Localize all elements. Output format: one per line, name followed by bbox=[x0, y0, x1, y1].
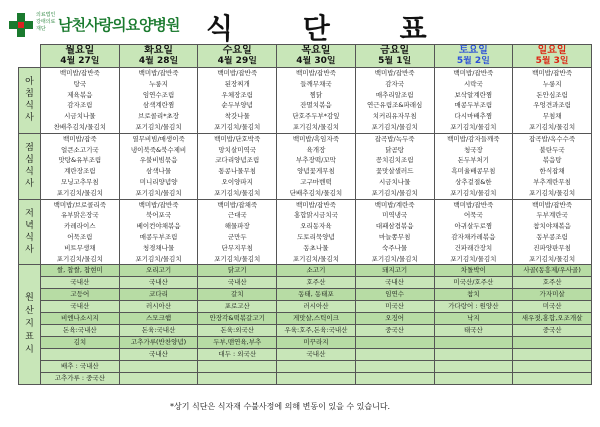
origin-cell: 국내산 bbox=[198, 277, 277, 289]
menu-item: 아귀살두로찜 bbox=[454, 222, 493, 231]
menu-item: 청국장 bbox=[463, 145, 483, 154]
medical-cross-icon bbox=[8, 13, 34, 37]
menu-item: 냉이북죽&북수제비 bbox=[130, 145, 187, 154]
menu-item: 한식잡채 bbox=[539, 167, 565, 176]
origin-cell bbox=[198, 373, 277, 385]
origin-row bbox=[19, 277, 592, 289]
menu-item: 임연수조림 bbox=[142, 90, 175, 99]
menu-item: 홍합맑시금치국 bbox=[293, 211, 338, 220]
meal-row bbox=[19, 133, 592, 199]
origin-cell: 낙지 bbox=[434, 313, 513, 325]
menu-item: 돈두부처기 bbox=[457, 156, 490, 165]
origin-cell bbox=[434, 361, 513, 373]
origin-row bbox=[19, 361, 592, 373]
menu-item: 백미밥/잡반죽 bbox=[59, 69, 100, 77]
meal-cell bbox=[513, 68, 592, 134]
hospital-name: 남천사랑의요양병원 bbox=[58, 16, 180, 34]
origin-cell: 러시아산 bbox=[277, 301, 356, 313]
origin-row bbox=[19, 325, 592, 337]
day-header-row bbox=[19, 45, 592, 57]
meal-cell bbox=[119, 199, 198, 265]
menu-item: 잔멸치볶음 bbox=[300, 101, 332, 110]
origin-cell: 임연수 bbox=[355, 289, 434, 301]
date-header: 5월 1일 bbox=[355, 56, 434, 68]
menu-item: 순두부양념 bbox=[221, 101, 253, 110]
date-header: 4월 29일 bbox=[198, 56, 277, 68]
menu-item: 백미밥/잡반죽 bbox=[453, 69, 494, 77]
menu-item: 착갓나물 bbox=[224, 112, 250, 121]
meal-cell bbox=[277, 199, 356, 265]
menu-item: 들깨무채국 bbox=[300, 79, 332, 88]
day-header-saturday: 토요일 bbox=[434, 45, 513, 57]
logo-subtitle: 의료법인 강태의료재단 bbox=[36, 12, 56, 32]
menu-item: 부추계란무침 bbox=[533, 177, 571, 186]
origin-cell: 돼지고기 bbox=[355, 265, 434, 277]
menu-item: 돈안심조림 bbox=[536, 90, 568, 99]
menu-item: 불탄두국 bbox=[539, 145, 565, 154]
origin-cell: 갈치 bbox=[198, 289, 277, 301]
day-header: 월요일 bbox=[41, 45, 120, 57]
menu-item: 미역냉국 bbox=[382, 211, 408, 220]
menu-item: 감자채카레볶음 bbox=[451, 232, 496, 241]
origin-cell: 참치 bbox=[434, 289, 513, 301]
origin-cell: 두부,맨연육,부추 bbox=[198, 337, 277, 349]
menu-item: 매추리알조림 bbox=[375, 90, 414, 99]
origin-cell bbox=[434, 349, 513, 361]
menu-item: 보삭알계란찜 bbox=[454, 90, 493, 99]
origin-cell: 고추가루(반찬양념) bbox=[119, 337, 198, 349]
menu-item: 동초나물 bbox=[303, 243, 329, 252]
date-header: 4월 30일 bbox=[277, 56, 356, 68]
menu-item: 육개장 bbox=[306, 145, 326, 154]
meal-cell bbox=[277, 68, 356, 134]
origin-cell bbox=[198, 361, 277, 373]
origin-cell: 사골(동흥제/우사골) bbox=[513, 265, 592, 277]
menu-item: 포기김치/물김치 bbox=[529, 188, 576, 197]
origin-cell: 배추 : 국내산 bbox=[41, 361, 120, 373]
meal-cell bbox=[355, 199, 434, 265]
meal-cell bbox=[119, 133, 198, 199]
menu-item: 군만두 bbox=[227, 232, 247, 241]
meal-cell bbox=[434, 199, 513, 265]
origin-cell: 안장각&떡볶갈고기 bbox=[198, 313, 277, 325]
meal-row bbox=[19, 68, 592, 134]
origin-cell: 국내산 bbox=[119, 277, 198, 289]
menu-item: 북어포국 bbox=[145, 211, 172, 220]
menu-item: 맛탕&유부조림 bbox=[58, 156, 102, 165]
date-header: 4월 28일 bbox=[119, 56, 198, 68]
menu-item: 꽁치김치조림 bbox=[375, 156, 414, 165]
menu-item: 유부맑은장국 bbox=[61, 211, 99, 220]
menu-item: 브로콜리*초장 bbox=[138, 112, 180, 121]
menu-item: 시락국 bbox=[463, 79, 483, 88]
menu-item: 된장찌개 bbox=[224, 79, 250, 88]
origin-cell bbox=[513, 361, 592, 373]
menu-item: 누룽지 bbox=[149, 79, 168, 88]
menu-item: 오리동자육 bbox=[300, 222, 332, 231]
menu-item: 매콩두부조림 bbox=[139, 232, 178, 241]
menu-item: 볶음탕 bbox=[542, 156, 562, 165]
menu-item: 참치야채볶음 bbox=[533, 222, 571, 231]
meal-cell bbox=[41, 68, 120, 134]
meal-cell bbox=[355, 133, 434, 199]
origin-cell bbox=[513, 349, 592, 361]
origin-cell: 국내산 bbox=[277, 349, 356, 361]
meal-cell bbox=[434, 133, 513, 199]
header bbox=[6, 4, 594, 44]
origin-cell bbox=[355, 373, 434, 385]
origin-cell: 미국산 bbox=[513, 301, 592, 313]
menu-item: 대패삼겹볶음 bbox=[375, 222, 414, 231]
menu-item: 포기김치/물김치 bbox=[214, 254, 261, 263]
origin-cell bbox=[513, 373, 592, 385]
origin-cell: 고추가루 : 중국산 bbox=[41, 373, 120, 385]
menu-item: 단무지무침 bbox=[221, 243, 253, 252]
menu-item: 백미밥/잡죽 bbox=[63, 134, 97, 143]
menu-item: 흑미율배콩무침 bbox=[451, 167, 496, 176]
menu-item: 우체장조림 bbox=[221, 90, 253, 99]
origin-cell: 닭고기 bbox=[198, 265, 277, 277]
origin-cell: 코다리 bbox=[119, 289, 198, 301]
menu-item: 닭곰탕 bbox=[385, 145, 405, 154]
menu-item: 백미밥/잡반죽 bbox=[217, 69, 258, 77]
date-header: 4월 27일 bbox=[41, 56, 120, 68]
origin-cell: 가자미살 bbox=[513, 289, 592, 301]
menu-item: 감자조림 bbox=[67, 101, 93, 110]
origin-cell: 동태, 동태포 bbox=[277, 289, 356, 301]
menu-item: 무침채 bbox=[542, 112, 562, 121]
origin-cell bbox=[119, 373, 198, 385]
menu-item: 백미밥/잡반죽 bbox=[532, 200, 573, 209]
menu-item: 찜닭 bbox=[309, 90, 323, 99]
origin-cell: 국내산 bbox=[355, 277, 434, 289]
origin-cell bbox=[355, 361, 434, 373]
origin-cell: 우육:호주,돈육:국내산 bbox=[277, 325, 356, 337]
meal-cell bbox=[198, 133, 277, 199]
menu-item: 백미밥/잡반죽 bbox=[296, 200, 336, 209]
menu-item: 망치살미역국 bbox=[218, 145, 257, 154]
menu-item: 포기김치/물김치 bbox=[292, 254, 340, 263]
menu-item: 도토리묵양념 bbox=[297, 232, 335, 241]
menu-item: 포기김치/물김치 bbox=[214, 122, 261, 131]
meal-label: 아침 식사 bbox=[19, 68, 41, 134]
meal-cell bbox=[277, 133, 356, 199]
meal-label: 저녁 식사 bbox=[19, 199, 41, 265]
menu-item: 백미밥/잡반죽 bbox=[138, 200, 179, 209]
day-header: 수요일 bbox=[198, 45, 277, 57]
origin-cell: 쌀, 찹쌀, 찹현미 bbox=[41, 265, 120, 277]
origin-cell bbox=[277, 361, 356, 373]
menu-item: 찬배추김치/물김치 bbox=[53, 122, 107, 131]
menu-item: 백미밥/잡반죽 bbox=[374, 69, 415, 77]
origin-cell: 새우젓,홍합,오조개살 bbox=[513, 313, 592, 325]
origin-cell: 태국산 bbox=[434, 325, 513, 337]
date-header-saturday: 5월 2일 bbox=[434, 56, 513, 68]
origin-cell: 돈육:국내산 bbox=[41, 325, 120, 337]
origin-cell: 국내산 bbox=[119, 349, 198, 361]
origin-cell: 국내산 bbox=[41, 277, 120, 289]
origin-cell bbox=[513, 337, 592, 349]
menu-item: 백미밥/브로콜리죽 bbox=[53, 200, 107, 209]
menu-item: 포기김치/물김치 bbox=[371, 188, 418, 197]
origin-cell bbox=[41, 349, 120, 361]
origin-cell: 미국산 bbox=[355, 301, 434, 313]
origin-cell: 호주산 bbox=[513, 277, 592, 289]
menu-item: 백미밥/흑임자죽 bbox=[292, 134, 340, 143]
meal-cell bbox=[198, 199, 277, 265]
origin-cell bbox=[355, 337, 434, 349]
menu-item: 백미밥/잡채죽 bbox=[217, 200, 258, 209]
origin-cell: 게맛살,스틱이크 bbox=[277, 313, 356, 325]
menu-item: 포기김치/물김치 bbox=[371, 254, 418, 263]
meal-label: 점심 식사 bbox=[19, 133, 41, 199]
origin-cell: 고등어 bbox=[41, 289, 120, 301]
date-header-sunday: 5월 3일 bbox=[513, 56, 592, 68]
menu-item: 포기김치/물김치 bbox=[529, 122, 576, 131]
menu-item: 상추겉절&한 bbox=[455, 177, 492, 186]
corner-cell bbox=[19, 45, 41, 68]
origin-row bbox=[19, 289, 592, 301]
menu-item: 감자국 bbox=[385, 79, 405, 88]
origin-cell bbox=[434, 373, 513, 385]
origin-cell: 가다랑어 : 원양산 bbox=[434, 301, 513, 313]
menu-item: 근대국 bbox=[227, 211, 247, 220]
menu-item: 백미밥/잡반죽 bbox=[453, 200, 494, 209]
menu-table bbox=[18, 44, 592, 385]
origin-cell bbox=[119, 361, 198, 373]
day-header-sunday: 일요일 bbox=[513, 45, 592, 57]
origin-row bbox=[19, 265, 592, 277]
menu-item: 포기김치/물김치 bbox=[56, 254, 103, 263]
menu-item: 카레라이스 bbox=[64, 222, 96, 231]
date-header-row bbox=[19, 56, 592, 68]
menu-item: 베이컨야채볶음 bbox=[136, 222, 181, 231]
menu-item: 백미밥/감자들깨죽 bbox=[447, 134, 500, 143]
origin-cell: 중국산 bbox=[513, 325, 592, 337]
menu-item: 코다리양념조림 bbox=[215, 156, 260, 165]
menu-item: 모닝고추무침 bbox=[61, 177, 99, 186]
menu-item: 치커리유자무침 bbox=[372, 112, 417, 121]
menu-item: 단배추김치/물김치 bbox=[289, 188, 343, 197]
day-header: 목요일 bbox=[277, 45, 356, 57]
menu-item: 포기김치/물김치 bbox=[135, 122, 182, 131]
meal-cell bbox=[355, 68, 434, 134]
menu-item: 삼색계란찜 bbox=[142, 101, 175, 110]
menu-item: 꽃맛살샐러드 bbox=[375, 167, 414, 176]
meal-cell bbox=[513, 133, 592, 199]
origin-cell: 스모크햄 bbox=[119, 313, 198, 325]
menu-item: 포기김치/물김치 bbox=[135, 188, 182, 197]
origin-cell: 비엔나소시지 bbox=[41, 313, 120, 325]
menu-item: 시금치나물 bbox=[378, 177, 411, 186]
origin-cell: 소고기 bbox=[277, 265, 356, 277]
menu-item: 포기김치/물김치 bbox=[450, 254, 497, 263]
menu-item: 계란장조림 bbox=[64, 167, 96, 176]
meal-cell bbox=[198, 68, 277, 134]
menu-item: 포기김치/물김치 bbox=[56, 188, 103, 197]
menu-item: 오이양파지 bbox=[221, 177, 253, 186]
origin-cell: 미꾸라지 bbox=[277, 337, 356, 349]
menu-item: 열무비빔/매생이죽 bbox=[132, 134, 185, 143]
origin-cell: 미국산/호주산 bbox=[434, 277, 513, 289]
day-header: 금요일 bbox=[355, 45, 434, 57]
origin-cell: 중국산 bbox=[355, 325, 434, 337]
menu-item: 부추장떡/꼬막 bbox=[296, 156, 336, 165]
menu-item: 양념꽃게무침 bbox=[297, 167, 335, 176]
menu-item: 어묵국 bbox=[463, 211, 483, 220]
origin-cell: 차돌박이 bbox=[434, 265, 513, 277]
menu-item: 연근유림조&파래심 bbox=[367, 101, 423, 110]
menu-item: 백미밥/단호박죽 bbox=[214, 134, 261, 143]
menu-item: 단호주두부*감잎 bbox=[292, 112, 340, 121]
origin-label: 원산지 표시 bbox=[19, 265, 41, 385]
page-title: 식 단 표 bbox=[206, 12, 457, 45]
meal-cell bbox=[119, 68, 198, 134]
meal-cell bbox=[434, 68, 513, 134]
origin-cell: 돈육:외국산 bbox=[198, 325, 277, 337]
meal-cell bbox=[41, 133, 120, 199]
menu-item: 백미밥/잡반죽 bbox=[532, 69, 573, 77]
menu-item: 동부콩조림 bbox=[536, 232, 568, 241]
menu-item: 제육볶음 bbox=[67, 90, 93, 99]
menu-item: 비트무생채 bbox=[64, 243, 96, 252]
origin-cell: 돈육:국내산 bbox=[119, 325, 198, 337]
menu-item: 우엉견과조림 bbox=[533, 101, 571, 110]
origin-row bbox=[19, 301, 592, 313]
menu-item: 백미밥/잡반죽 bbox=[296, 69, 336, 77]
menu-item: 누룽지 bbox=[542, 79, 562, 88]
menu-item: 잡곡밥/옥수수죽 bbox=[529, 134, 576, 143]
meal-cell bbox=[513, 199, 592, 265]
menu-item: 잡곡밥/녹두죽 bbox=[374, 134, 415, 143]
menu-item: 백미밥/계란죽 bbox=[374, 200, 415, 209]
meal-cell bbox=[41, 199, 120, 265]
origin-cell: 김치 bbox=[41, 337, 120, 349]
menu-item: 포기김치/물김치 bbox=[529, 254, 576, 263]
menu-item: 시금치나물 bbox=[64, 112, 96, 121]
hospital-logo bbox=[8, 10, 183, 40]
origin-cell: 오리고기 bbox=[119, 265, 198, 277]
menu-item: 어묵조림 bbox=[67, 232, 93, 241]
menu-item: 해물파장 bbox=[224, 222, 250, 231]
menu-item: 마늘쫑무침 bbox=[378, 232, 411, 241]
menu-item: 진파양판무침 bbox=[533, 243, 571, 252]
menu-item: 포기김치/물김치 bbox=[292, 122, 340, 131]
origin-cell: 호주산 bbox=[277, 277, 356, 289]
origin-cell: 대두 : 외국산 bbox=[198, 349, 277, 361]
menu-item: 포기김치/물김치 bbox=[135, 254, 182, 263]
menu-item: 미니리양념양 bbox=[139, 177, 178, 186]
origin-row bbox=[19, 313, 592, 325]
menu-item: 포기김치/물김치 bbox=[371, 122, 418, 131]
menu-item: 다시마배추찜 bbox=[454, 112, 493, 121]
origin-cell: 국내산 bbox=[41, 301, 120, 313]
meal-row bbox=[19, 199, 592, 265]
menu-item: 포기김치/물김치 bbox=[450, 122, 497, 131]
menu-item: 두부계란국 bbox=[536, 211, 568, 220]
origin-cell: 포로고산 bbox=[198, 301, 277, 313]
origin-cell bbox=[434, 337, 513, 349]
menu-item: 청경채나물 bbox=[142, 243, 175, 252]
menu-item: 탕국 bbox=[73, 79, 87, 88]
origin-row bbox=[19, 337, 592, 349]
origin-cell bbox=[355, 349, 434, 361]
menu-item: 숙주나물 bbox=[382, 243, 408, 252]
menu-item: 얼큰소고기국 bbox=[61, 145, 99, 154]
menu-item: 삼색나물 bbox=[145, 167, 172, 176]
menu-item: 고구마벤떡 bbox=[300, 177, 332, 186]
origin-cell bbox=[277, 373, 356, 385]
menu-item: 포기김치/물김치 bbox=[214, 188, 261, 197]
day-header: 화요일 bbox=[119, 45, 198, 57]
footer-note: *상기 식단은 식자재 수불사정에 의해 변동이 있을 수 있습니다. bbox=[170, 402, 391, 411]
menu-item: 포기김치/물김치 bbox=[450, 188, 497, 197]
origin-row bbox=[19, 349, 592, 361]
origin-cell: 러시아산 bbox=[119, 301, 198, 313]
menu-item: 매콩두부조림 bbox=[454, 101, 493, 110]
origin-row bbox=[19, 373, 592, 385]
origin-cell: 오징어 bbox=[355, 313, 434, 325]
menu-item: 우불비빔묶음 bbox=[139, 156, 178, 165]
menu-item: 통콩나물무침 bbox=[218, 167, 257, 176]
menu-item: 건파래간장치 bbox=[454, 243, 493, 252]
menu-item: 백미밥/잡반죽 bbox=[138, 69, 179, 77]
